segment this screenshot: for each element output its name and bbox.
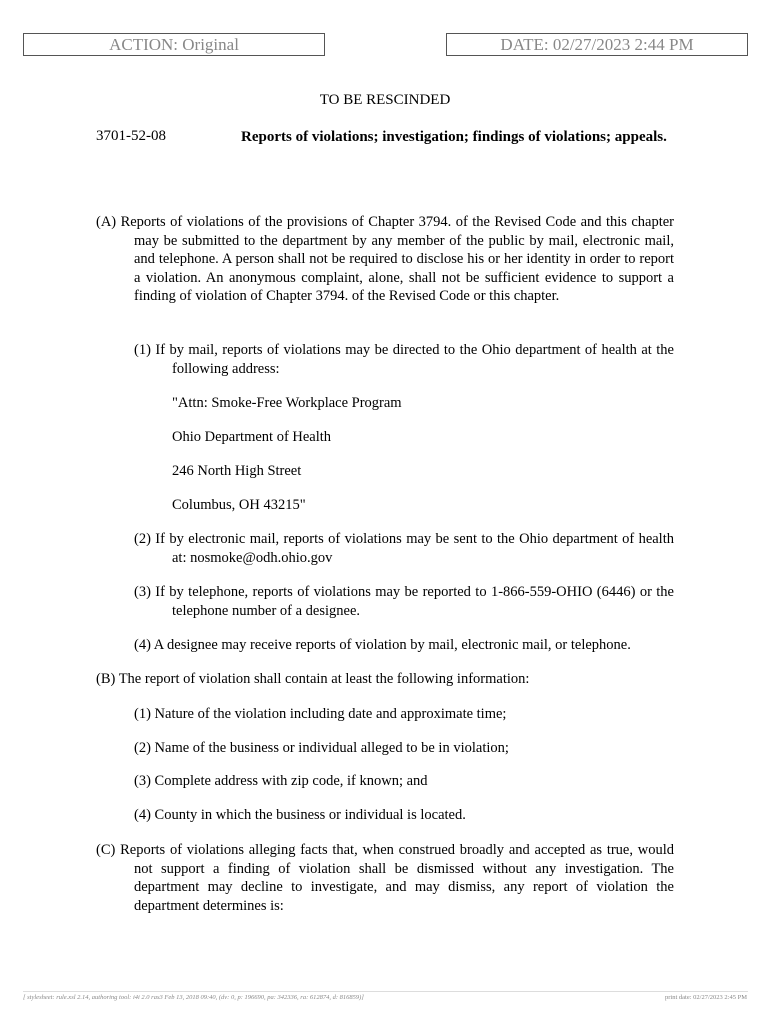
section-c: (C) Reports of violations alleging facts that, when construed broadly and accepted as true, would not support a finding of violation shall be dismissed without any investigation. The department may decline to investigate, and may dismiss, any report of violation the department determines is: <box>96 842 674 914</box>
footer-print-date: print date: 02/27/2023 2:45 PM <box>665 994 747 1001</box>
section-a3: (3) If by telephone, reports of violations may be reported to 1-866-559-OHIO (6446) or the telephone number of a designee. <box>134 584 674 619</box>
action-header-box <box>23 33 325 56</box>
section-a1: (1) If by mail, reports of violations may be directed to the Ohio department of health at the following address: <box>134 342 674 377</box>
section-a2: (2) If by electronic mail, reports of violations may be sent to the Ohio department of health at: nosmoke@odh.ohio.gov <box>134 531 674 566</box>
footer-stylesheet-info: [ stylesheet: rule.xsl 2.14, authoring tool: i4i 2.0 ras3 Feb 13, 2018 09:40, (dv: 0, p: 196690, pa: 342336, ra: 612874, d: 816859)] <box>23 994 364 1001</box>
section-b4: (4) County in which the business or individual is located. <box>134 807 466 823</box>
address-line-2: Ohio Department of Health <box>172 429 332 445</box>
section-b2: (2) Name of the business or individual alleged to be in violation; <box>134 740 509 756</box>
footer-divider <box>23 991 748 992</box>
rule-status: TO BE RESCINDED <box>319 92 451 108</box>
date-header-box <box>446 33 748 56</box>
date-label: DATE: 02/27/2023 2:44 PM <box>500 35 694 54</box>
rule-number: 3701-52-08 <box>96 128 166 144</box>
address-line-4: Columbus, OH 43215" <box>172 497 306 513</box>
rule-title: Reports of violations; investigation; findings of violations; appeals. <box>241 129 667 145</box>
section-a: (A) Reports of violations of the provisions of Chapter 3794. of the Revised Code and this chapter may be submitted to the department by any member of the public by mail, electronic mail, and telephone. A person shall not be required to disclose his or her identity in order to report a violation. An anonymous complaint, alone, shall not be sufficient evidence to support a finding of violation of Chapter 3794. of the Revised Code or this chapter. <box>96 214 674 305</box>
section-b: (B) The report of violation shall contain at least the following information: <box>96 671 530 687</box>
section-b3: (3) Complete address with zip code, if known; and <box>134 773 428 789</box>
section-a4: (4) A designee may receive reports of violation by mail, electronic mail, or telephone. <box>134 637 631 653</box>
address-line-3: 246 North High Street <box>172 463 302 479</box>
address-line-1: "Attn: Smoke-Free Workplace Program <box>172 395 402 411</box>
section-b1: (1) Nature of the violation including date and approximate time; <box>134 706 507 722</box>
action-label: ACTION: Original <box>109 35 239 54</box>
